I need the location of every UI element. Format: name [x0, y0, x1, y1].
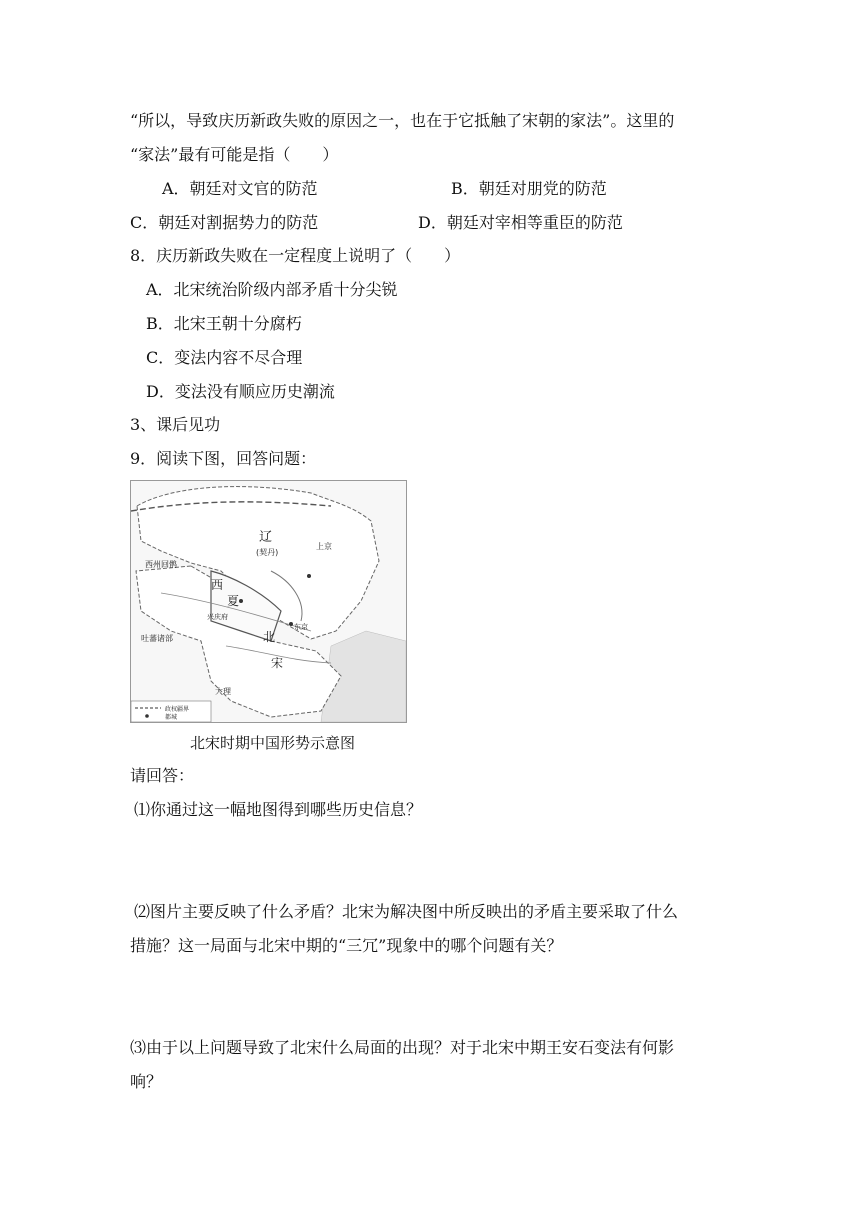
map-label-liao: 辽	[259, 530, 273, 545]
sub-question-3-line2: 响？	[130, 1072, 163, 1091]
q7-option-d: D．朝廷对宰相等重臣的防范	[418, 213, 623, 232]
map-label-tubo: 吐蕃诸部	[141, 634, 173, 643]
map-label-xi: 西	[211, 578, 224, 592]
map-label-dali: 大理	[215, 687, 231, 696]
section-heading: 3、课后见功	[130, 415, 221, 434]
map-label-xingqingfu: 兴庆府	[207, 613, 228, 621]
sub-question-2-line1: ⑵图片主要反映了什么矛盾？北宋为解决图中所反映出的矛盾主要采取了什么	[134, 902, 679, 921]
q8-option-b: B．北宋王朝十分腐朽	[146, 314, 302, 333]
map-label-xia: 夏	[227, 594, 240, 608]
map-caption: 北宋时期中国形势示意图	[190, 734, 356, 752]
q8-option-a: A．北宋统治阶级内部矛盾十分尖锐	[146, 280, 398, 299]
map-label-xizhou-huihu: 西州回鹘	[145, 560, 177, 569]
map-legend-capital: 都城	[165, 714, 178, 721]
q7-option-a: A．朝廷对文官的防范	[162, 179, 318, 198]
q8-option-d: D．变法没有顺应历史潮流	[146, 382, 335, 401]
map-label-dongjing: 东京	[294, 623, 308, 631]
map-label-song: 宋	[271, 656, 284, 670]
question-intro-line1: “所以，导致庆历新政失败的原因之一，也在于它抵触了宋朝的家法”。这里的	[130, 111, 675, 130]
q9-stem: 9．阅读下图，回答问题：	[130, 449, 317, 468]
q8-option-c: C．变法内容不尽合理	[146, 348, 303, 367]
please-answer: 请回答：	[130, 766, 195, 785]
sub-question-3-line1: ⑶由于以上问题导致了北宋什么局面的出现？对于北宋中期王安石变法有何影	[130, 1038, 675, 1057]
map-label-qidan: (契丹)	[256, 548, 279, 557]
map-label-shangjing: 上京	[316, 542, 332, 551]
q7-option-b: B．朝廷对朋党的防范	[451, 179, 607, 198]
sub-question-2-line2: 措施？这一局面与北宋中期的“三冗”现象中的哪个问题有关？	[130, 936, 563, 955]
q7-option-c: C．朝廷对割据势力的防范	[130, 213, 319, 232]
map-legend-border: 政权疆界	[165, 706, 190, 713]
q8-stem: 8．庆历新政失败在一定程度上说明了（ ）	[130, 246, 461, 265]
song-dynasty-map	[130, 480, 407, 723]
question-intro-line2: “家法”最有可能是指（ ）	[130, 145, 339, 164]
map-label-bei: 北	[263, 630, 276, 644]
sub-question-1: ⑴你通过这一幅地图得到哪些历史信息？	[134, 800, 423, 819]
